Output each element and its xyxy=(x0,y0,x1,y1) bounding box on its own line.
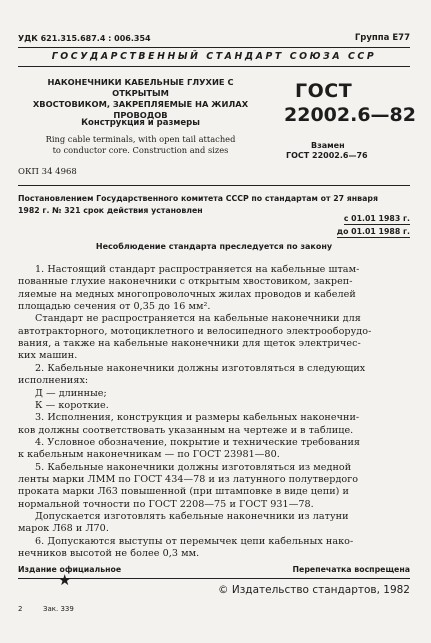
body-line: ляемые на медных многопроволочных жилах проводов и кабелей xyxy=(18,288,356,300)
no-reprint: Перепечатка воспрещена xyxy=(292,565,410,574)
title-line: ПРОВОДОВ xyxy=(113,110,168,120)
decree-to: до 01.01 1988 г. xyxy=(336,227,410,236)
body-line: автотракторного, мотоциклетного и велосипедного электрооборудо- xyxy=(18,325,372,337)
udk-code: УДК 621.315.687.4 : 006.354 xyxy=(18,34,151,43)
title-en-line: Ring cable terminals, with open tail attached xyxy=(45,134,236,144)
star-icon: ★ xyxy=(58,571,72,589)
decree-line: 1982 г. № 321 срок действия установлен xyxy=(18,206,203,215)
footer-rule xyxy=(18,578,410,579)
body-line: пованные глухие наконечники с открытым хвостовиком, закреп- xyxy=(18,276,353,288)
body-line: ков должны соответствовать указанным на чертеже и в таблице. xyxy=(18,424,354,436)
replaces-value: ГОСТ 22002.6—76 xyxy=(286,151,368,160)
body-line: исполнениях: xyxy=(18,375,89,387)
body-line: вания, а также на кабельные наконечники для щеток электричес- xyxy=(18,338,361,350)
body-line: проката марки Л63 повышенной (при штамповке в виде цепи) и xyxy=(18,486,349,498)
copyright: © Издательство стандартов, 1982 xyxy=(218,584,410,596)
title-en xyxy=(18,134,263,156)
body-line: 1. Настоящий стандарт распространяется на кабельные штам- xyxy=(35,264,360,275)
body-line: Допускается изготовлять кабельные наконечники из латуни xyxy=(35,511,349,522)
okp-code: ОКП 34 4968 xyxy=(18,167,77,177)
title-line: ХВОСТОВИКОМ, ЗАКРЕПЛЯЕМЫЕ НА ЖИЛАХ xyxy=(32,99,249,109)
body-line: Стандарт не распространяется на кабельные наконечники для xyxy=(35,313,361,325)
body-line: 2. Кабельные наконечники должны изготовляться в следующих xyxy=(35,362,366,374)
body-line: 3. Исполнения, конструкция и размеры кабельных наконечни- xyxy=(35,412,360,424)
order-number: Зак. 339 xyxy=(43,605,74,613)
decree-from: с 01.01 1983 г. xyxy=(343,214,410,223)
replaces-label: Взамен xyxy=(311,141,345,150)
banner-rule xyxy=(18,66,410,67)
decree-line: Постановлением Государственного комитета СССР по стандартам от 27 января xyxy=(18,194,378,203)
body-line: площадью сечения от 0,35 до 16 мм². xyxy=(18,301,211,313)
official-edition: Издание официальное xyxy=(18,565,122,574)
body-line: 5. Кабельные наконечники должны изготовляться из медной xyxy=(35,461,352,473)
title-line: НАКОНЕЧНИКИ КАБЕЛЬНЫЕ ГЛУХИЕ С ОТКРЫТЫМ xyxy=(47,77,234,98)
title-en-line: to conductor core. Construction and sizes xyxy=(52,145,229,155)
body-line: ленты марки ЛММ по ГОСТ 434—78 и из латунного полутвердого xyxy=(18,473,359,485)
warning-text: Несоблюдение стандарта преследуется по закону xyxy=(95,242,333,251)
page-number: 2 xyxy=(18,605,23,613)
gost-number: 22002.6—82 xyxy=(284,104,416,126)
subtitle-ru: Конструкция и размеры xyxy=(81,118,200,128)
body-line: нормальной точности по ГОСТ 2208—75 и ГОСТ 931—78. xyxy=(18,498,314,510)
body-line: Д — длинные; xyxy=(35,387,107,399)
body-line: 4. Условное обозначение, покрытие и технические требования xyxy=(35,436,360,448)
body-line: К — короткие. xyxy=(35,399,109,411)
group-label: Группа Е77 xyxy=(354,33,410,43)
body-line: нечников высотой не более 0,3 мм. xyxy=(18,548,200,560)
top-rule xyxy=(18,47,410,48)
body-line: к кабельным наконечникам — по ГОСТ 23981—80. xyxy=(18,449,280,461)
gost-label: ГОСТ xyxy=(295,80,353,102)
body-line: ких машин. xyxy=(18,350,78,362)
body-line: 6. Допускаются выступы от перемычек цепи кабельных нако- xyxy=(35,535,354,547)
title-ru xyxy=(18,77,263,121)
state-standard-banner: ГОСУДАРСТВЕННЫЙ СТАНДАРТ СОЮЗА ССР xyxy=(51,51,377,62)
title-rule xyxy=(18,185,410,186)
body-line: марок Л68 и Л70. xyxy=(18,523,109,535)
